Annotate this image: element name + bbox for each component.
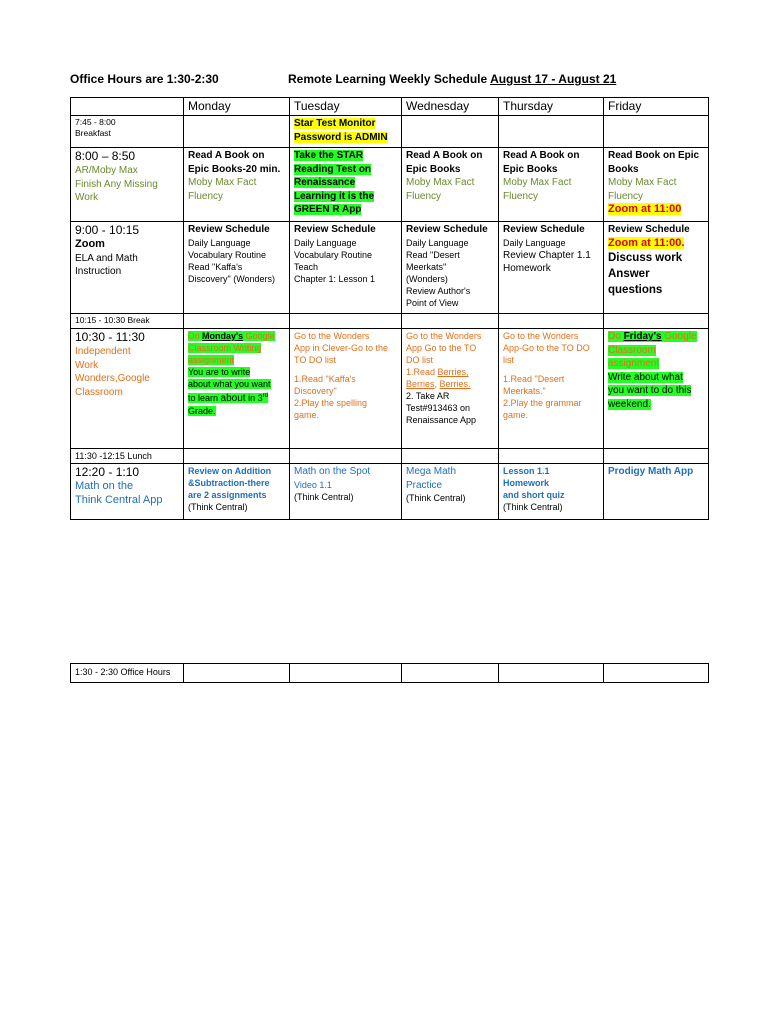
cell-lunch-monday bbox=[184, 449, 290, 464]
task-text: (Think Central) bbox=[188, 502, 248, 512]
task-text: Discovery" (Wonders) bbox=[188, 273, 276, 284]
day-header-tuesday: Tuesday bbox=[290, 98, 402, 116]
task-text: Epic Books bbox=[406, 163, 461, 175]
task-text: game. bbox=[294, 410, 320, 420]
task-text: Books bbox=[608, 163, 639, 175]
task-text: Lesson 1.1 bbox=[503, 466, 550, 476]
time-label: 7:45 - 8:00 bbox=[75, 117, 116, 127]
task-text: Moby Max Fact bbox=[608, 177, 677, 188]
activity-label: Work bbox=[75, 192, 99, 203]
task-text: Vocabulary Routine bbox=[188, 249, 267, 260]
task-text: Review Schedule bbox=[188, 224, 270, 235]
office-hours-row bbox=[71, 664, 709, 683]
task-do-word: Do bbox=[188, 331, 203, 341]
activity-label: AR/Moby Max bbox=[75, 165, 138, 176]
task-text: You are to write bbox=[188, 367, 251, 377]
task-text: assignment bbox=[608, 358, 660, 369]
task-text: Discuss work bbox=[608, 252, 683, 264]
task-text: Moby Max Fact bbox=[188, 177, 257, 188]
activity-label: Zoom bbox=[75, 238, 105, 250]
time-cell-independent bbox=[71, 329, 184, 449]
task-text: Read "Kaffa's bbox=[188, 261, 243, 272]
task-text: Review on Addition bbox=[188, 466, 272, 476]
task-text: Daily Language bbox=[188, 237, 251, 248]
task-text: Meerkats." bbox=[503, 386, 546, 396]
task-text: Meerkats" bbox=[406, 261, 447, 272]
activity-label: Math on the bbox=[75, 480, 134, 492]
task-text: Video 1.1 bbox=[294, 479, 332, 490]
time-label: 8:00 – 8:50 bbox=[75, 149, 136, 163]
break-row bbox=[71, 314, 709, 329]
lunch-label: 11:30 -12:15 Lunch bbox=[71, 449, 184, 464]
task-text: Read "Desert bbox=[406, 249, 460, 260]
task-fragment: to learn bbox=[188, 393, 221, 403]
time-label: 10:30 - 11:30 bbox=[75, 330, 145, 344]
task-text: Teach bbox=[294, 261, 319, 272]
lunch-row bbox=[71, 449, 709, 464]
task-text: 2. Take AR bbox=[406, 391, 450, 401]
time-cell-math bbox=[71, 464, 184, 520]
cell-office-thursday bbox=[499, 664, 604, 683]
task-text: Fluency bbox=[608, 190, 644, 202]
title-text: Remote Learning Weekly Schedule bbox=[288, 72, 491, 86]
cell-reading-thursday bbox=[499, 148, 604, 222]
activity-label: Work bbox=[75, 359, 99, 371]
task-text: Homework bbox=[503, 478, 550, 488]
cell-break-wednesday bbox=[402, 314, 499, 329]
task-text: (Think Central) bbox=[294, 491, 354, 502]
task-text: Grade. bbox=[188, 406, 216, 416]
task-text: Practice bbox=[406, 479, 443, 491]
cell-breakfast-wednesday bbox=[402, 116, 499, 148]
task-fragment: Berries. bbox=[439, 379, 471, 389]
task-text: Review Chapter 1.1 bbox=[503, 249, 591, 261]
cell-zoom-tuesday bbox=[290, 222, 402, 314]
break-label: 10:15 - 10:30 Break bbox=[71, 314, 184, 329]
task-text: Review Author's bbox=[406, 285, 471, 296]
task-text: Chapter 1: Lesson 1 bbox=[294, 273, 376, 284]
task-text: Fluency bbox=[188, 190, 224, 202]
task-text: Classroom Writing bbox=[188, 343, 262, 353]
star-test-monitor-text: Star Test Monitor bbox=[294, 118, 376, 129]
task-text: Epic Books-20 min. bbox=[188, 163, 281, 175]
task-text bbox=[406, 378, 494, 390]
task-text: Math on the Spot bbox=[294, 466, 371, 477]
cell-zoom-monday bbox=[184, 222, 290, 314]
task-text: and short quiz bbox=[503, 490, 565, 500]
task-text: DO list bbox=[406, 355, 433, 365]
task-text: (Think Central) bbox=[406, 493, 466, 503]
activity-label: Finish Any Missing bbox=[75, 178, 158, 190]
task-text: Daily Language bbox=[503, 237, 566, 248]
task-text: Classroom bbox=[608, 344, 656, 356]
cell-office-wednesday bbox=[402, 664, 499, 683]
task-google-word: Google bbox=[243, 331, 275, 341]
cell-break-thursday bbox=[499, 314, 604, 329]
star-reading-text: Learning it is the bbox=[294, 190, 375, 202]
task-text: Fluency bbox=[503, 190, 539, 202]
task-text: you want to do this bbox=[608, 385, 692, 396]
breakfast-row bbox=[71, 116, 709, 148]
office-hours-label: 1:30 - 2:30 Office Hours bbox=[71, 664, 184, 683]
task-text: Write about what bbox=[608, 371, 683, 383]
task-text: questions bbox=[608, 284, 663, 296]
star-reading-text: GREEN R App bbox=[294, 204, 362, 215]
cell-breakfast-monday bbox=[184, 116, 290, 148]
task-text: (Wonders) bbox=[406, 273, 448, 284]
day-header-thursday: Thursday bbox=[499, 98, 604, 116]
task-text: about what you want bbox=[188, 379, 271, 389]
task-text: Test#913463 on bbox=[406, 403, 471, 413]
task-text: App Go to the TO bbox=[406, 343, 477, 353]
star-reading-text: Reading Test on bbox=[294, 163, 372, 175]
day-header-wednesday: Wednesday bbox=[402, 98, 499, 116]
task-text: Review Schedule bbox=[503, 224, 585, 235]
cell-office-friday bbox=[604, 664, 709, 683]
task-text: Daily Language bbox=[406, 237, 469, 248]
time-label: 12:20 - 1:10 bbox=[75, 465, 140, 479]
cell-reading-friday bbox=[604, 148, 709, 222]
activity-label: Breakfast bbox=[75, 128, 111, 138]
activity-label: Think Central App bbox=[75, 493, 163, 506]
cell-math-thursday bbox=[499, 464, 604, 520]
cell-office-monday bbox=[184, 664, 290, 683]
task-text: Epic Books bbox=[503, 163, 558, 175]
cell-lunch-thursday bbox=[499, 449, 604, 464]
task-text: Vocabulary Routine bbox=[294, 249, 373, 260]
task-fragment: Berries, bbox=[437, 367, 469, 377]
task-text: game. bbox=[503, 410, 529, 420]
task-text: 2.Play the spelling bbox=[294, 398, 368, 408]
activity-label: Classroom bbox=[75, 386, 123, 398]
independent-row bbox=[71, 329, 709, 449]
task-text: 2.Play the grammar bbox=[503, 398, 582, 408]
task-fragment: in 3 bbox=[245, 393, 263, 403]
task-text: 1.Read "Desert bbox=[503, 374, 565, 384]
cell-office-tuesday bbox=[290, 664, 402, 683]
task-text bbox=[188, 331, 275, 341]
day-header-monday: Monday bbox=[184, 98, 290, 116]
cell-break-tuesday bbox=[290, 314, 402, 329]
task-text: Mega Math bbox=[406, 466, 457, 477]
task-text: Review Schedule bbox=[406, 224, 488, 235]
task-text: Homework bbox=[503, 263, 551, 274]
cell-break-friday bbox=[604, 314, 709, 329]
office-hours-table bbox=[70, 663, 709, 683]
cell-lunch-tuesday bbox=[290, 449, 402, 464]
task-text bbox=[608, 331, 697, 342]
time-cell-zoom bbox=[71, 222, 184, 314]
zoom-row bbox=[71, 222, 709, 314]
task-text: App in Clever-Go to the bbox=[294, 343, 389, 353]
cell-math-friday bbox=[604, 464, 709, 520]
cell-independent-friday bbox=[604, 329, 709, 449]
cell-math-monday bbox=[184, 464, 290, 520]
task-text: Discovery" bbox=[294, 386, 337, 396]
task-text: Review Schedule bbox=[294, 224, 376, 235]
day-header-friday: Friday bbox=[604, 98, 709, 116]
task-text: weekend. bbox=[608, 398, 651, 410]
cell-math-tuesday bbox=[290, 464, 402, 520]
activity-label: Instruction bbox=[75, 266, 122, 277]
title-dates: August 17 - August 21 bbox=[490, 72, 617, 86]
cell-independent-thursday bbox=[499, 329, 604, 449]
task-fragment: 1.Read bbox=[406, 367, 438, 377]
task-text: Daily Language bbox=[294, 237, 357, 248]
activity-label: ELA and Math bbox=[75, 252, 138, 264]
task-text: Read A Book on bbox=[406, 150, 483, 161]
task-text: Read Book on Epic bbox=[608, 150, 700, 161]
task-text: TO DO list bbox=[294, 355, 336, 365]
page-title bbox=[288, 72, 616, 86]
task-text: App-Go to the TO DO bbox=[503, 343, 590, 353]
task-text bbox=[188, 393, 268, 403]
task-text: Go to the Wonders bbox=[294, 331, 370, 341]
cell-reading-monday bbox=[184, 148, 290, 222]
schedule-table bbox=[70, 97, 709, 520]
task-fragment: about bbox=[220, 393, 246, 404]
task-google-word: Google bbox=[661, 331, 697, 342]
cell-breakfast-thursday bbox=[499, 116, 604, 148]
cell-independent-wednesday bbox=[402, 329, 499, 449]
task-do-word: Do bbox=[608, 331, 624, 342]
task-text: Moby Max Fact bbox=[406, 177, 475, 188]
time-cell-breakfast bbox=[71, 116, 184, 148]
activity-label: Independent bbox=[75, 346, 131, 357]
task-text bbox=[406, 366, 494, 378]
task-superscript: rd bbox=[262, 393, 268, 399]
cell-breakfast-friday bbox=[604, 116, 709, 148]
star-reading-text: Take the STAR bbox=[294, 150, 364, 161]
zoom-time-text: Zoom at 11:00. bbox=[608, 236, 685, 249]
task-text: Renaissance App bbox=[406, 415, 477, 425]
cell-break-monday bbox=[184, 314, 290, 329]
task-day-word: Monday's bbox=[202, 331, 244, 341]
time-label: 9:00 - 10:15 bbox=[75, 223, 140, 237]
math-row bbox=[71, 464, 709, 520]
time-cell-reading bbox=[71, 148, 184, 222]
password-text: Password is ADMIN bbox=[294, 131, 388, 143]
task-text: Review Schedule bbox=[608, 224, 690, 235]
reading-row bbox=[71, 148, 709, 222]
task-fragment: , bbox=[434, 379, 440, 389]
cell-reading-tuesday bbox=[290, 148, 402, 222]
task-fragment: Berries bbox=[406, 379, 435, 389]
cell-zoom-wednesday bbox=[402, 222, 499, 314]
cell-reading-wednesday bbox=[402, 148, 499, 222]
task-text: Read A Book on bbox=[188, 150, 265, 161]
cell-zoom-thursday bbox=[499, 222, 604, 314]
cell-breakfast-tuesday bbox=[290, 116, 402, 148]
task-text: are 2 assignments bbox=[188, 490, 267, 500]
task-text: (Think Central) bbox=[503, 502, 563, 512]
star-reading-text: Renaissance bbox=[294, 177, 356, 188]
cell-zoom-friday bbox=[604, 222, 709, 314]
task-text: assignment bbox=[188, 355, 235, 365]
office-hours-heading: Office Hours are 1:30-2:30 bbox=[70, 72, 219, 86]
task-text: Fluency bbox=[406, 190, 442, 202]
task-text: Read A Book on bbox=[503, 150, 580, 161]
activity-label: Wonders,Google bbox=[75, 373, 150, 384]
corner-cell bbox=[71, 98, 184, 116]
task-text: 1.Read "Kaffa's bbox=[294, 374, 356, 384]
cell-lunch-friday bbox=[604, 449, 709, 464]
cell-lunch-wednesday bbox=[402, 449, 499, 464]
task-text: list bbox=[503, 355, 514, 365]
task-day-word: Friday's bbox=[623, 331, 662, 342]
day-header-row bbox=[71, 98, 709, 116]
cell-independent-monday bbox=[184, 329, 290, 449]
task-text: Go to the Wonders bbox=[503, 331, 579, 341]
task-text: Point of View bbox=[406, 297, 459, 308]
task-text: Go to the Wonders bbox=[406, 331, 482, 341]
zoom-time-text: Zoom at 11:00 bbox=[608, 203, 682, 215]
task-text: &Subtraction-there bbox=[188, 478, 270, 488]
task-text: Prodigy Math App bbox=[608, 466, 694, 477]
task-text: Answer bbox=[608, 268, 650, 280]
task-text: Moby Max Fact bbox=[503, 177, 572, 188]
cell-math-wednesday bbox=[402, 464, 499, 520]
cell-independent-tuesday bbox=[290, 329, 402, 449]
